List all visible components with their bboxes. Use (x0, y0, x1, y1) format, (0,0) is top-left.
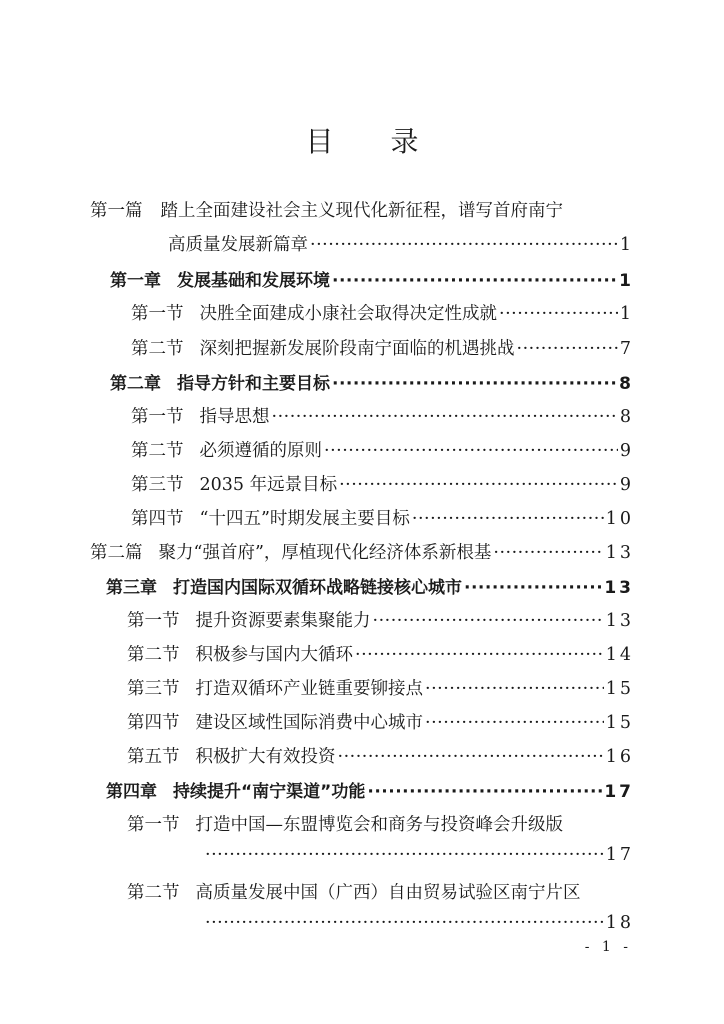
section-number: 第五节 (127, 747, 180, 767)
page-ref: 13 (604, 578, 634, 598)
toc-entry-part-2[interactable] (90, 539, 634, 564)
section-number: 第二节 (131, 339, 184, 359)
chapter-title: 打造国内国际双循环战略链接核心城市 (173, 578, 462, 598)
page-ref: 9 (619, 475, 634, 495)
page-ref: 14 (605, 645, 634, 665)
toc-entry-section-leader[interactable] (205, 913, 634, 933)
page-number: - 1 - (584, 939, 632, 955)
page-ref: 13 (605, 611, 634, 631)
section-number: 第二节 (131, 441, 184, 461)
part-title: 踏上全面建设社会主义现代化新征程，谱写首府南宁 (160, 201, 563, 221)
leader-dots (310, 235, 618, 255)
toc-entry-section[interactable] (127, 743, 634, 768)
toc-entry-chapter-1[interactable] (110, 266, 634, 291)
section-title: 决胜全面建成小康社会取得决定性成就 (199, 304, 497, 324)
section-number: 第二节 (127, 883, 180, 903)
part-number: 第二篇 (90, 543, 143, 563)
leader-dots (464, 578, 602, 598)
chapter-title: 指导方针和主要目标 (177, 374, 330, 394)
toc-entry-section[interactable] (131, 335, 634, 360)
section-title: 积极参与国内大循环 (195, 645, 353, 665)
page-ref: 17 (605, 845, 634, 865)
page-ref: 15 (605, 679, 634, 699)
toc-entry-section[interactable] (131, 437, 634, 462)
leader-dots (205, 913, 604, 933)
page-ref: 1 (619, 235, 634, 255)
page-ref: 17 (604, 782, 634, 802)
leader-dots (332, 271, 617, 291)
toc-entry-section[interactable] (127, 675, 634, 700)
part-number: 第一篇 (90, 201, 143, 221)
page-ref: 1 (619, 271, 634, 291)
toc-entry-chapter-3[interactable] (106, 573, 634, 598)
section-title: 2035 年远景目标 (199, 475, 338, 495)
section-number: 第二节 (127, 645, 180, 665)
toc-entry-section[interactable] (131, 300, 634, 325)
part-title-continued: 高质量发展新篇章 (168, 235, 308, 255)
toc-entry-part-1[interactable] (168, 231, 634, 256)
section-number: 第四节 (127, 713, 180, 733)
chapter-title: 持续提升“南宁渠道”功能 (173, 782, 366, 802)
section-title: 打造中国—东盟博览会和商务与投资峰会升级版 (195, 815, 563, 835)
toc-entry-chapter-4[interactable] (106, 777, 634, 802)
section-number: 第一节 (127, 815, 180, 835)
part-title: 聚力“强首府”，厚植现代化经济体系新根基 (158, 543, 492, 563)
chapter-number: 第四章 (106, 782, 157, 802)
leader-dots (272, 407, 618, 427)
section-title: “十四五”时期发展主要目标 (199, 509, 410, 529)
leader-dots (493, 543, 603, 563)
section-title: 建设区域性国际消费中心城市 (195, 713, 423, 733)
chapter-number: 第二章 (110, 374, 161, 394)
toc-entry-section-heading[interactable] (127, 879, 581, 904)
page-ref: 8 (619, 374, 634, 394)
leader-dots (499, 304, 618, 324)
page-ref: 16 (605, 747, 634, 767)
part-1-heading[interactable] (90, 197, 563, 222)
page-ref: 7 (619, 339, 634, 359)
leader-dots (373, 611, 604, 631)
leader-dots (332, 374, 617, 394)
leader-dots (517, 339, 618, 359)
leader-dots (412, 509, 604, 529)
chapter-title: 发展基础和发展环境 (177, 271, 330, 291)
section-number: 第四节 (131, 509, 184, 529)
leader-dots (367, 782, 602, 802)
section-title: 高质量发展中国（广西）自由贸易试验区南宁片区 (195, 883, 581, 903)
section-number: 第一节 (131, 407, 184, 427)
section-title: 提升资源要素集聚能力 (195, 611, 371, 631)
leader-dots (338, 747, 604, 767)
toc-entry-section[interactable] (127, 709, 634, 734)
section-number: 第一节 (127, 611, 180, 631)
leader-dots (355, 645, 604, 665)
leader-dots (324, 441, 618, 461)
leader-dots (205, 845, 604, 865)
chapter-number: 第三章 (106, 578, 157, 598)
page-ref: 13 (605, 543, 634, 563)
toc-entry-section[interactable] (127, 607, 634, 632)
section-title: 必须遵循的原则 (199, 441, 322, 461)
toc-entry-section[interactable] (131, 471, 634, 496)
page-ref: 10 (605, 509, 634, 529)
section-number: 第一节 (131, 304, 184, 324)
leader-dots (425, 713, 604, 733)
toc-entry-section[interactable] (131, 403, 634, 428)
section-title: 打造双循环产业链重要铆接点 (195, 679, 423, 699)
page-ref: 1 (619, 304, 634, 324)
section-title: 深刻把握新发展阶段南宁面临的机遇挑战 (199, 339, 515, 359)
page-ref: 8 (619, 407, 634, 427)
toc-entry-section-heading[interactable] (127, 811, 563, 836)
toc-entry-section-leader[interactable] (205, 845, 634, 865)
page-ref: 18 (605, 913, 634, 933)
section-number: 第三节 (127, 679, 180, 699)
section-title: 积极扩大有效投资 (195, 747, 336, 767)
chapter-number: 第一章 (110, 271, 161, 291)
section-title: 指导思想 (199, 407, 270, 427)
toc-entry-section[interactable] (131, 505, 634, 530)
page-ref: 9 (619, 441, 634, 461)
leader-dots (339, 475, 618, 495)
leader-dots (425, 679, 604, 699)
toc-entry-section[interactable] (127, 641, 634, 666)
toc-entry-chapter-2[interactable] (110, 369, 634, 394)
section-number: 第三节 (131, 475, 184, 495)
page-title: 目 录 (305, 125, 443, 158)
page-ref: 15 (605, 713, 634, 733)
